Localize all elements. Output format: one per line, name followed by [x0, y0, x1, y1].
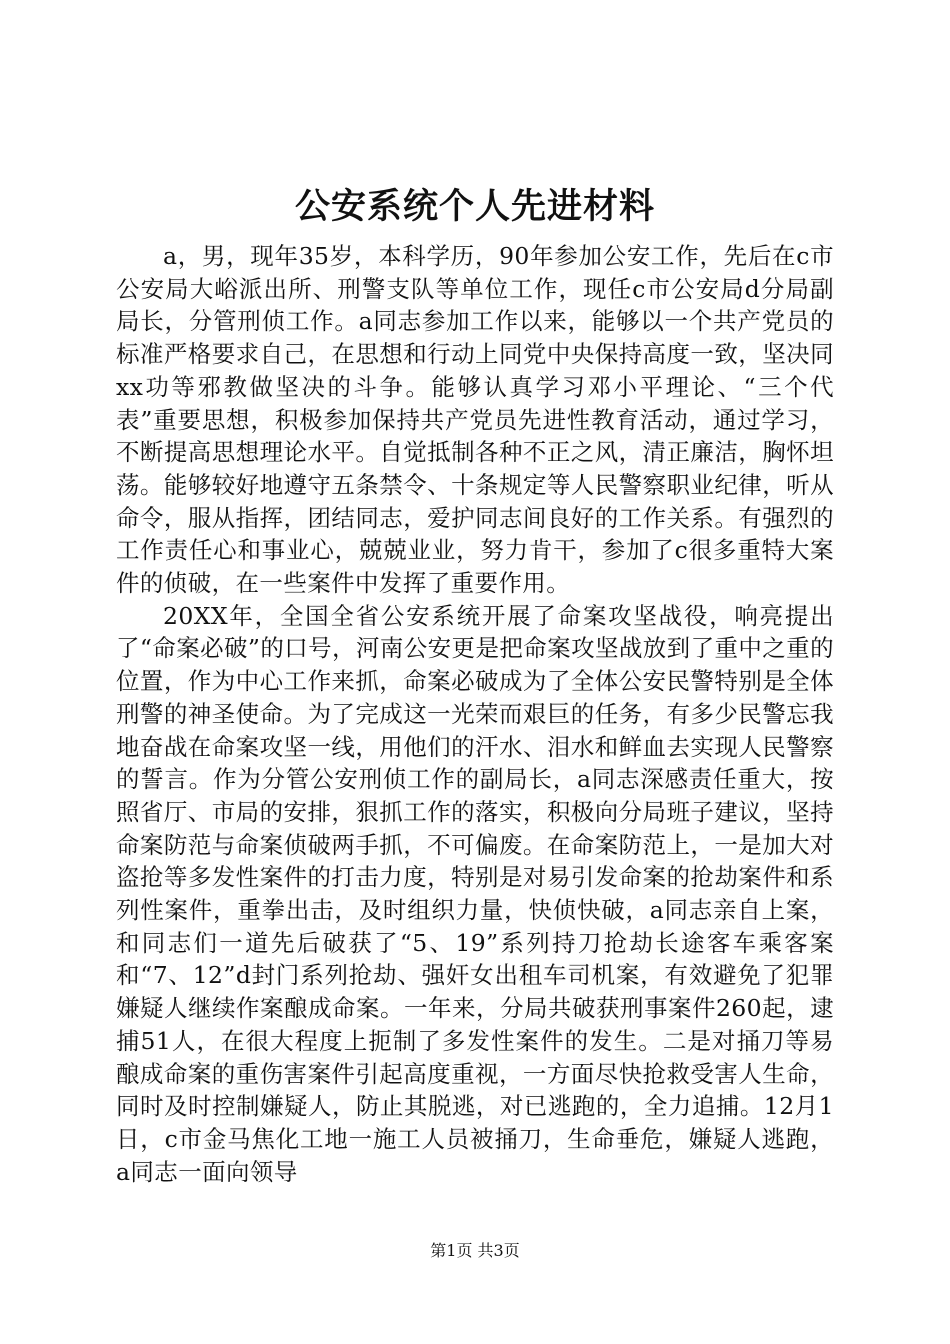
paragraph-2: 20XX年，全国全省公安系统开展了命案攻坚战役，响亮提出了“命案必破”的口号，河南公安更是把命案攻坚战放到了重中之重的位置，作为中心工作来抓，命案必破成为了全体公安民警特别是全体刑警的神圣使命。为了完成这一光荣而艰巨的任务，有多少民警忘我地奋战在命案攻坚一线，用他们的汗水、泪水和鲜血去实现人民警察的誓言。作为分管公安刑侦工作的副局长，a同志深感责任重大，按照省厅、市局的安排，狠抓工作的落实，积极向分局班子建议，坚持命案防范与命案侦破两手抓，不可偏废。在命案防范上，一是加大对盗抢等多发性案件的打击力度，特别是对易引发命案的抢劫案件和系列性案件，重拳出击，及时组织力量，快侦快破，a同志亲自上案，和同志们一道先后破获了“5、19”系列持刀抢劫长途客车乘客案和“7、12”d封门系列抢劫、强奸女出租车司机案，有效避免了犯罪嫌疑人继续作案酿成命案。一年来，分局共破获刑事案件260起，逮捕51人，在很大程度上扼制了多发性案件的发生。二是对捅刀等易酿成命案的重伤害案件引起高度重视，一方面尽快抢救受害人生命，同时及时控制嫌疑人，防止其脱逃，对已逃跑的，全力追捕。12月1日，c市金马焦化工地一施工人员被捅刀，生命垂危，嫌疑人逃跑，a同志一面向领导 — [116, 601, 834, 1186]
paragraph-1: a，男，现年35岁，本科学历，90年参加公安工作，先后在c市公安局大峪派出所、刑警支队等单位工作，现任c市公安局d分局副局长，分管刑侦工作。a同志参加工作以来，能够以一个共产党员的标准严格要求自己，在思想和行动上同党中央保持高度一致，坚决同xx功等邪教做坚决的斗争。能够认真学习邓小平理论、“三个代表”重要思想，积极参加保持共产党员先进性教育活动，通过学习，不断提高思想理论水平。自觉抵制各种不正之风，清正廉洁，胸怀坦荡。能够较好地遵守五条禁令、十条规定等人民警察职业纪律，听从命令，服从指挥，团结同志，爱护同志间良好的工作关系。有强烈的工作责任心和事业心，兢兢业业，努力肯干，参加了c很多重特大案件的侦破，在一些案件中发挥了重要作用。 — [116, 242, 834, 598]
document-body — [116, 240, 834, 1188]
document-title: 公安系统个人先进材料 — [294, 186, 655, 227]
page-footer: 第1页 共3页 — [430, 1241, 520, 1260]
